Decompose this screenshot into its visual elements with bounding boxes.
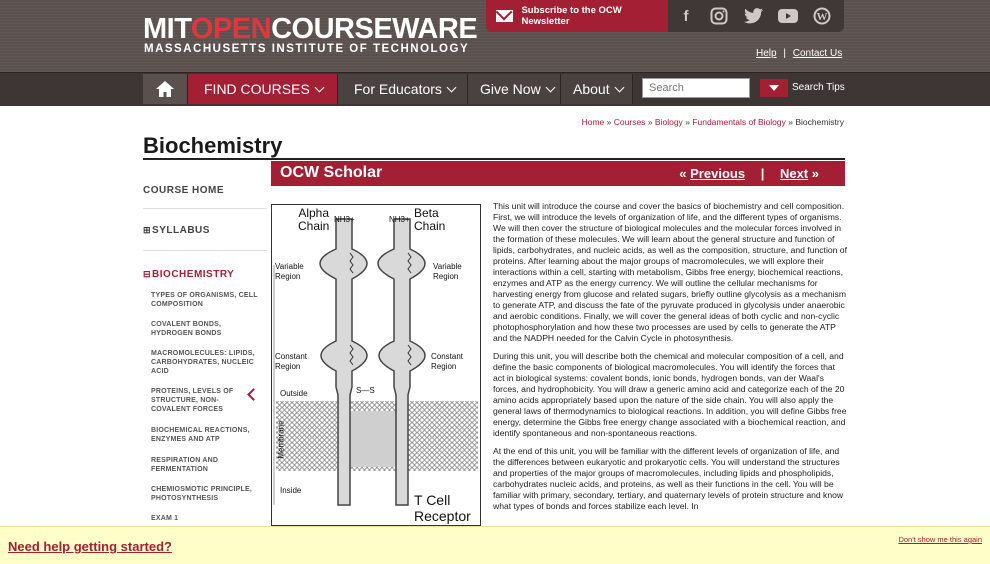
nav-find-courses[interactable] bbox=[188, 74, 338, 104]
beta-line-2: Chain bbox=[414, 219, 446, 233]
mail-icon bbox=[496, 10, 513, 22]
tcell-line-2: Receptor bbox=[414, 508, 471, 524]
nav-give-label: Give Now bbox=[480, 81, 541, 97]
facebook-icon[interactable]: f bbox=[683, 7, 689, 25]
wordpress-icon[interactable] bbox=[811, 6, 833, 26]
nav-give-now[interactable] bbox=[468, 74, 561, 104]
twitter-icon[interactable] bbox=[743, 6, 765, 26]
breadcrumb-sep: » bbox=[606, 117, 612, 127]
breadcrumb bbox=[582, 117, 844, 127]
dont-show-again-link[interactable]: Don't show me this again bbox=[898, 535, 982, 544]
nav-educators-label: For Educators bbox=[354, 81, 442, 97]
ocw-scholar-bar bbox=[271, 161, 845, 186]
chevron-left-icon bbox=[247, 388, 260, 401]
logo-text-mit: MIT bbox=[143, 13, 191, 45]
title-divider bbox=[143, 158, 845, 160]
help-separator: | bbox=[783, 48, 786, 59]
diagram-label-beta bbox=[414, 207, 445, 233]
sidebar-subitem[interactable]: COVALENT BONDS, HYDROGEN BONDS bbox=[151, 321, 222, 337]
sidebar-divider bbox=[143, 208, 267, 209]
prev-next-nav bbox=[679, 166, 819, 181]
search-tips-link[interactable]: Search Tips bbox=[792, 82, 845, 93]
sidebar-subitem[interactable]: RESPIRATION AND FERMENTATION bbox=[151, 457, 219, 473]
page-title: Biochemistry bbox=[143, 133, 283, 158]
sidebar-subitem[interactable]: EXAM 1 bbox=[151, 515, 179, 522]
diagram-label-ss: S—S bbox=[356, 386, 375, 395]
logo-text-open: OPEN bbox=[190, 13, 272, 45]
constant-left-line-1: Constant bbox=[275, 352, 308, 361]
site-logo[interactable] bbox=[143, 14, 477, 44]
search-input[interactable] bbox=[642, 78, 750, 98]
nav-about-label: About bbox=[573, 81, 610, 97]
breadcrumb-current: Biochemistry bbox=[795, 117, 844, 127]
logo-subtitle: MASSACHUSETTS INSTITUTE OF TECHNOLOGY bbox=[144, 43, 470, 55]
chevron-down-icon bbox=[314, 82, 324, 92]
chevron-down-icon bbox=[446, 82, 456, 92]
next-link[interactable]: Next bbox=[779, 166, 809, 181]
instagram-icon[interactable] bbox=[708, 6, 730, 26]
sidebar-subitem[interactable]: PROTEINS, LEVELS OF STRUCTURE, NON-COVALENT FORCES bbox=[151, 388, 234, 413]
variable-left-line-1: Variable bbox=[275, 262, 304, 271]
nav-find-label: FIND COURSES bbox=[204, 81, 310, 97]
breadcrumb-courses[interactable]: Courses bbox=[613, 117, 646, 127]
svg-text:W: W bbox=[816, 11, 828, 23]
diagram-label-nh3-right: NH3+ bbox=[389, 215, 410, 224]
chevron-down-icon bbox=[614, 82, 624, 92]
expand-icon: ⊞ bbox=[143, 225, 152, 235]
prev-marker: « bbox=[679, 166, 687, 181]
variable-right-line-1: Variable bbox=[433, 262, 462, 271]
diagram-label-nh3-left: NH3+ bbox=[334, 215, 355, 224]
previous-link[interactable]: Previous bbox=[690, 166, 746, 181]
contact-link[interactable]: Contact Us bbox=[792, 48, 843, 59]
constant-right-line-2: Region bbox=[431, 362, 457, 371]
alpha-line-2: Chain bbox=[298, 219, 330, 233]
home-icon bbox=[155, 80, 175, 98]
beta-line-1: Beta bbox=[414, 206, 439, 220]
breadcrumb-sep: » bbox=[647, 117, 653, 127]
breadcrumb-biology[interactable]: Biology bbox=[654, 117, 683, 127]
search-arrow-icon bbox=[769, 85, 779, 91]
paragraph-3: At the end of this unit, you will be familiar with the different levels of organization of life, and the differences between eukaryotic and prokaryotic cells. You will understand the structures and properties of the major groups of macromolecules, including lipids and phospholipids, carbohydrates nucleic acids, and proteins, as well as their functions in the cell. You will be familiar with primary, secondary, tertiary, and quaternary levels of protein structure and know what types of bonds and forces stabilize each level. In bbox=[493, 446, 844, 511]
next-marker: » bbox=[811, 166, 819, 181]
unit-description bbox=[493, 201, 847, 519]
search-button[interactable] bbox=[760, 79, 788, 97]
sidebar-divider bbox=[143, 250, 267, 251]
youtube-icon[interactable] bbox=[777, 6, 799, 26]
sidebar-syllabus-label: SYLLABUS bbox=[152, 225, 210, 236]
variable-right-line-2: Region bbox=[433, 272, 459, 281]
diagram-label-alpha bbox=[298, 207, 329, 233]
newsletter-button[interactable] bbox=[486, 0, 668, 32]
t-cell-receptor-diagram bbox=[271, 204, 481, 526]
constant-right-line-1: Constant bbox=[431, 352, 464, 361]
sidebar-course-home[interactable]: COURSE HOME bbox=[143, 185, 225, 196]
sidebar-subitem[interactable]: BIOCHEMICAL REACTIONS, ENZYMES AND ATP bbox=[151, 427, 250, 443]
breadcrumb-fundamentals[interactable]: Fundamentals of Biology bbox=[692, 117, 786, 127]
home-button[interactable] bbox=[143, 74, 188, 104]
diagram-label-inside: Inside bbox=[280, 486, 302, 495]
diagram-label-tcell bbox=[414, 492, 471, 524]
constant-left-line-2: Region bbox=[275, 362, 301, 371]
diagram-label-variable-left bbox=[275, 262, 304, 282]
help-banner bbox=[0, 526, 990, 564]
paragraph-2: During this unit, you will describe both the chemical and molecular composition of a cell, and define the basic components of biological macromolecules. You will identify the forces that act in biological systems: covalent bonds, ionic bonds, hydrogen bonds, van der Waal's forces, and hydrophobicity. You will draw a generic amino acid and categorize each of the 20 amino acids appropriately based upon the nature of the side chain. You will also apply the general laws of thermodynamics to biological reactions. In addition, you will define Gibbs free energy, determine the Gibbs free energy change associated with a biochemical reaction, and identify spontaneous and non-spontaneous reactions. bbox=[493, 351, 847, 438]
diagram-label-constant-right bbox=[431, 352, 463, 372]
diagram-label-membrane: Membrane bbox=[276, 420, 286, 459]
nav-for-educators[interactable] bbox=[338, 74, 468, 104]
sidebar-subitem[interactable]: CHEMIOSMOTIC PRINCIPLE, PHOTOSYNTHESIS bbox=[151, 486, 253, 502]
sidebar-biochemistry-label: BIOCHEMISTRY bbox=[152, 269, 235, 280]
alpha-line-1: Alpha bbox=[298, 206, 330, 220]
newsletter-label: Subscribe to the OCW Newsletter bbox=[521, 5, 622, 27]
help-links bbox=[756, 48, 842, 59]
breadcrumb-home[interactable]: Home bbox=[581, 117, 605, 127]
logo-text-courseware: COURSEWARE bbox=[271, 13, 478, 45]
help-link[interactable]: Help bbox=[756, 48, 777, 59]
diagram-label-outside: Outside bbox=[280, 389, 308, 398]
paragraph-1: This unit will introduce the course and cover the basics of biochemistry and cell composition. First, we will introduce the levels of organization of life, and the different types of organisms. We will then cover the structure of biological molecules and the molecular forces involved in the formation of these molecules. We will learn about the general structure and function of lipids, carbohydrates, and nucleic acids, as well as the composition, structure, and function of proteins. After learning about the major groups of macromolecules, we will explore their interactions within a cell, starting with metabolism, Gibbs free energy, biochemical reactions, enzymes and ATP as the energy currency. We will outline the cellular mechanisms for harvesting energy from glucose and related sugars, briefly outline glycolysis as a mechanism to generate ATP, and discuss the fate of the pyruvate produced in glycolysis under anaerobic and aerobic conditions. Finally, we will cover the general ideas of both cyclic and non-cyclic photophosphorylation and how these two processes are used by cells to generate the ATP and the NADPH needed for the Calvin Cycle in photosynthesis. bbox=[493, 201, 847, 343]
collapse-icon: ⊟ bbox=[143, 269, 152, 279]
diagram-label-constant-left bbox=[275, 352, 307, 372]
breadcrumb-sep: » bbox=[685, 117, 690, 127]
chevron-down-icon bbox=[545, 82, 555, 92]
help-getting-started-link[interactable]: Need help getting started? bbox=[8, 539, 172, 554]
prev-next-divider: | bbox=[760, 166, 765, 181]
sidebar-syllabus[interactable] bbox=[143, 225, 210, 236]
diagram-label-variable-right bbox=[433, 262, 462, 282]
sidebar-subitem[interactable]: MACROMOLECULES: LIPIDS, CARBOHYDRATES, NUCLEIC ACID bbox=[151, 350, 255, 375]
tcell-line-1: T Cell bbox=[414, 492, 451, 508]
sidebar-subitem[interactable]: TYPES OF ORGANISMS, CELL COMPOSITION bbox=[151, 292, 258, 308]
nav-about[interactable] bbox=[561, 74, 633, 104]
variable-left-line-2: Region bbox=[275, 272, 301, 281]
breadcrumb-sep: » bbox=[788, 117, 793, 127]
sidebar-biochemistry[interactable] bbox=[143, 269, 234, 280]
scholar-title: OCW Scholar bbox=[280, 164, 383, 181]
